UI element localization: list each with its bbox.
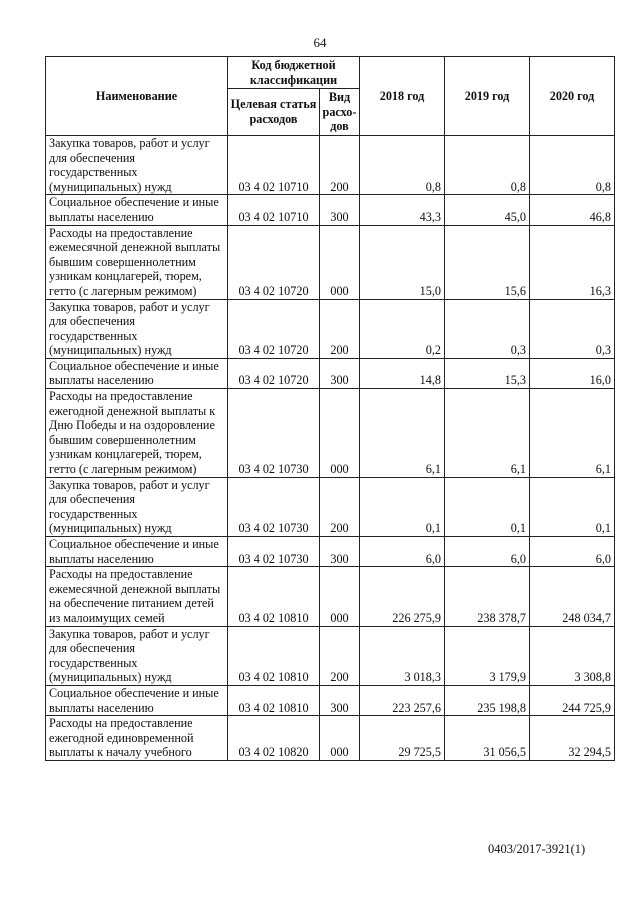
value-2020: 46,8 <box>530 195 615 225</box>
value-2019: 238 378,7 <box>445 567 530 626</box>
table-row <box>46 389 615 478</box>
row-name: Закупка товаров, работ и услуг для обеспечения государственных (муниципальных) нужд <box>46 135 228 194</box>
value-2019: 15,6 <box>445 225 530 299</box>
page-number: 64 <box>313 35 327 50</box>
value-2020: 32 294,5 <box>530 716 615 761</box>
value-2020: 0,1 <box>530 477 615 536</box>
value-2020: 0,3 <box>530 299 615 358</box>
expense-type: 300 <box>320 537 360 567</box>
value-2018: 6,0 <box>360 537 445 567</box>
value-2020: 3 308,8 <box>530 626 615 685</box>
value-2020: 244 725,9 <box>530 685 615 715</box>
expense-type: 300 <box>320 358 360 388</box>
target-article: 03 4 02 10720 <box>228 225 320 299</box>
table-row <box>46 225 615 299</box>
value-2018: 0,1 <box>360 477 445 536</box>
target-article: 03 4 02 10810 <box>228 567 320 626</box>
expense-type: 200 <box>320 626 360 685</box>
value-2020: 6,0 <box>530 537 615 567</box>
target-article: 03 4 02 10710 <box>228 135 320 194</box>
header-name: Наименование <box>46 57 228 136</box>
value-2019: 6,1 <box>445 389 530 478</box>
table-row <box>46 299 615 358</box>
table-row <box>46 716 615 761</box>
value-2018: 6,1 <box>360 389 445 478</box>
table-row <box>46 358 615 388</box>
target-article: 03 4 02 10710 <box>228 195 320 225</box>
value-2020: 0,8 <box>530 135 615 194</box>
budget-table <box>45 56 615 761</box>
row-name: Расходы на предоставление ежемесячной денежной выплаты бывшим совершеннолетним узникам концлагерей, тюрем, гетто (с лагерным режимом) <box>46 225 228 299</box>
row-name: Социальное обеспечение и иные выплаты населению <box>46 537 228 567</box>
value-2019: 0,1 <box>445 477 530 536</box>
value-2018: 0,8 <box>360 135 445 194</box>
table-row <box>46 135 615 194</box>
header-row-top <box>46 57 615 89</box>
expense-type: 200 <box>320 299 360 358</box>
expense-type: 300 <box>320 195 360 225</box>
expense-type: 200 <box>320 477 360 536</box>
expense-type: 000 <box>320 225 360 299</box>
value-2020: 248 034,7 <box>530 567 615 626</box>
value-2019: 0,8 <box>445 135 530 194</box>
target-article: 03 4 02 10720 <box>228 358 320 388</box>
value-2018: 226 275,9 <box>360 567 445 626</box>
value-2018: 0,2 <box>360 299 445 358</box>
target-article: 03 4 02 10730 <box>228 477 320 536</box>
row-name: Расходы на предоставление ежегодной единовременной выплаты к началу учебного <box>46 716 228 761</box>
expense-type: 200 <box>320 135 360 194</box>
expense-type: 000 <box>320 716 360 761</box>
row-name: Закупка товаров, работ и услуг для обеспечения государственных (муниципальных) нужд <box>46 626 228 685</box>
value-2019: 0,3 <box>445 299 530 358</box>
row-name: Социальное обеспечение и иные выплаты населению <box>46 195 228 225</box>
header-expense-type: Вид расхо-дов <box>320 89 360 136</box>
table-row <box>46 626 615 685</box>
row-name: Расходы на предоставление ежегодной денежной выплаты к Дню Победы и на оздоровление бывшим совершеннолетним узникам концлагерей, тюрем, гетто (с лагерным режимом) <box>46 389 228 478</box>
value-2018: 15,0 <box>360 225 445 299</box>
value-2019: 3 179,9 <box>445 626 530 685</box>
header-2020: 2020 год <box>530 57 615 136</box>
table-row <box>46 567 615 626</box>
value-2018: 3 018,3 <box>360 626 445 685</box>
value-2019: 31 056,5 <box>445 716 530 761</box>
value-2018: 14,8 <box>360 358 445 388</box>
target-article: 03 4 02 10730 <box>228 537 320 567</box>
target-article: 03 4 02 10820 <box>228 716 320 761</box>
document-code: 0403/2017-3921(1) <box>488 842 586 856</box>
value-2018: 29 725,5 <box>360 716 445 761</box>
value-2020: 6,1 <box>530 389 615 478</box>
table-row <box>46 685 615 715</box>
header-target-article: Целевая статья расходов <box>228 89 320 136</box>
row-name: Закупка товаров, работ и услуг для обеспечения государственных (муниципальных) нужд <box>46 477 228 536</box>
row-name: Социальное обеспечение и иные выплаты населению <box>46 358 228 388</box>
row-name: Расходы на предоставление ежемесячной денежной выплаты на обеспечение питанием детей из малоимущих семей <box>46 567 228 626</box>
table-row <box>46 537 615 567</box>
value-2018: 223 257,6 <box>360 685 445 715</box>
expense-type: 000 <box>320 389 360 478</box>
target-article: 03 4 02 10810 <box>228 626 320 685</box>
value-2020: 16,3 <box>530 225 615 299</box>
value-2019: 235 198,8 <box>445 685 530 715</box>
value-2020: 16,0 <box>530 358 615 388</box>
header-2019: 2019 год <box>445 57 530 136</box>
value-2018: 43,3 <box>360 195 445 225</box>
header-budget-code: Код бюджетной классификации <box>228 57 360 89</box>
expense-type: 300 <box>320 685 360 715</box>
expense-type: 000 <box>320 567 360 626</box>
target-article: 03 4 02 10810 <box>228 685 320 715</box>
header-2018: 2018 год <box>360 57 445 136</box>
row-name: Закупка товаров, работ и услуг для обеспечения государственных (муниципальных) нужд <box>46 299 228 358</box>
table-row <box>46 477 615 536</box>
target-article: 03 4 02 10730 <box>228 389 320 478</box>
value-2019: 6,0 <box>445 537 530 567</box>
row-name: Социальное обеспечение и иные выплаты населению <box>46 685 228 715</box>
target-article: 03 4 02 10720 <box>228 299 320 358</box>
table-row <box>46 195 615 225</box>
value-2019: 45,0 <box>445 195 530 225</box>
table-body <box>46 135 615 760</box>
value-2019: 15,3 <box>445 358 530 388</box>
